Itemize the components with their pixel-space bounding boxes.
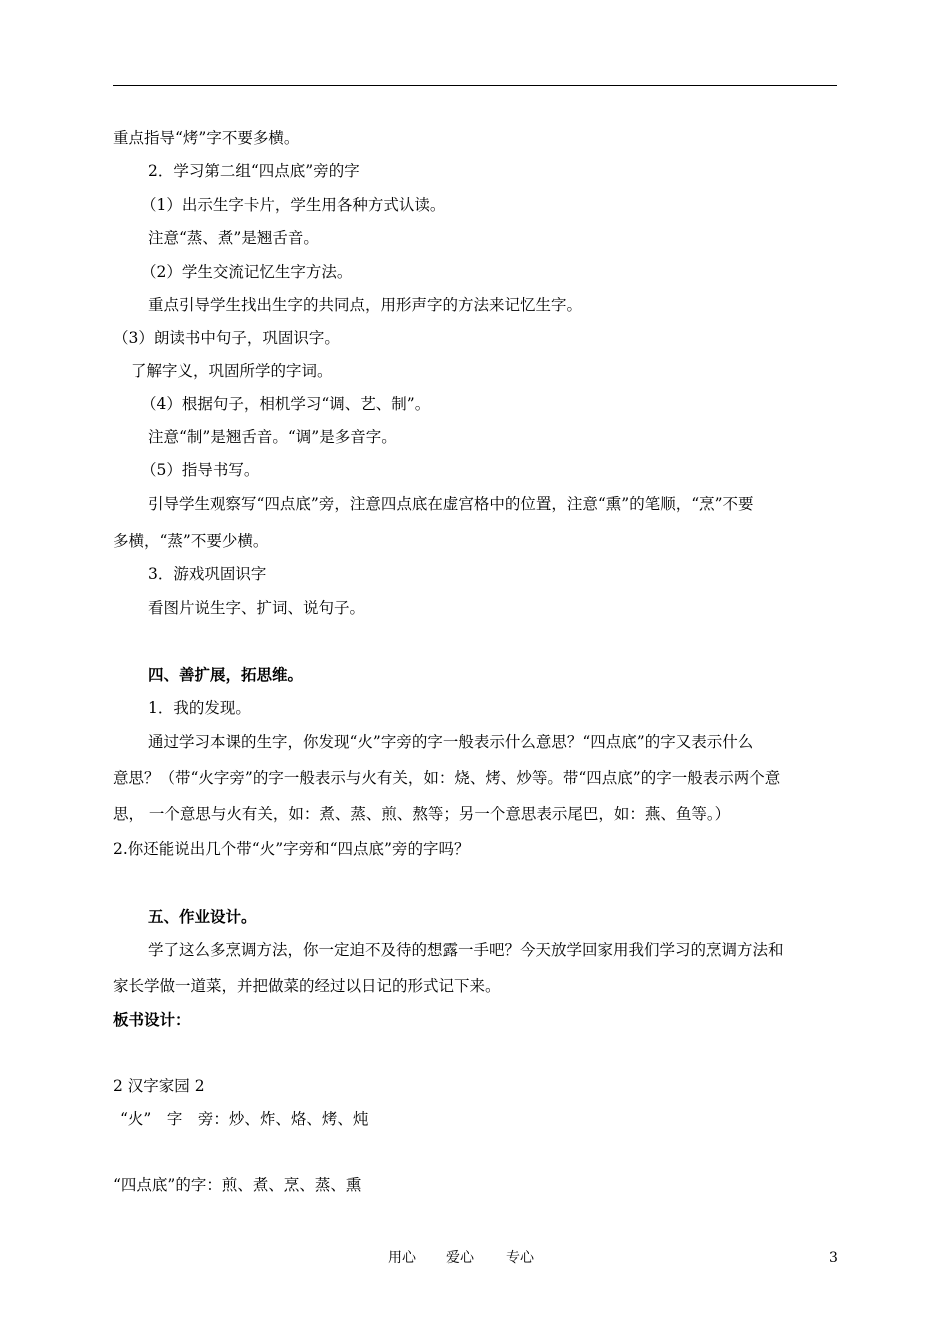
text-line: 2.你还能说出几个带“火”字旁和“四点底”旁的字吗？	[113, 840, 470, 858]
board-title: 2 汉字家园 2	[113, 1077, 205, 1095]
text-line: 1．我的发现。	[148, 699, 251, 717]
text-line: 思， 一个意思与火有关，如：煮、蒸、煎、熬等；另一个意思表示尾巴，如：燕、鱼等。）	[113, 805, 731, 823]
header-rule	[113, 85, 837, 86]
board-design-heading: 板书设计：	[113, 1010, 191, 1029]
text-line: 意思？（带“火字旁”的字一般表示与火有关，如：烧、烤、炒等。带“四点底”的字一般表示两个意	[113, 769, 781, 787]
section-heading: 四、善扩展，拓思维。	[148, 665, 304, 684]
text-line: 注意“制”是翘舌音。“调”是多音字。	[148, 428, 397, 446]
text-line: 学了这么多烹调方法，你一定迫不及待的想露一手吧？今天放学回家用我们学习的烹调方法和	[148, 941, 784, 959]
section-heading: 五、作业设计。	[148, 907, 257, 926]
page-number: 3	[829, 1250, 838, 1266]
footer-text: 用心	[388, 1250, 416, 1266]
text-line: （5）指导书写。	[141, 461, 260, 479]
text-line: 2．学习第二组“四点底”旁的字	[148, 162, 360, 180]
board-line: “火” 字 旁：炒、炸、烙、烤、炖	[120, 1110, 369, 1128]
text-line: 家长学做一道菜，并把做菜的经过以日记的形式记下来。	[113, 977, 501, 995]
text-line: 注意“蒸、煮”是翘舌音。	[148, 229, 319, 247]
text-line: （4）根据句子，相机学习“调、艺、制”。	[141, 395, 431, 413]
text-line: 引导学生观察写“四点底”旁，注意四点底在虚宫格中的位置，注意“熏”的笔顺，“烹”不要	[148, 495, 754, 513]
footer-text: 爱心	[446, 1250, 474, 1266]
text-line: 看图片说生字、扩词、说句子。	[148, 599, 366, 617]
text-line: 3．游戏巩固识字	[148, 565, 267, 583]
text-line: 通过学习本课的生字，你发现“火”字旁的字一般表示什么意思？“四点底”的字又表示什么	[148, 733, 754, 751]
text-line: 了解字义，巩固所学的字词。	[131, 362, 333, 380]
footer-text: 专心	[506, 1250, 534, 1266]
text-line: （1）出示生字卡片，学生用各种方式认读。	[141, 196, 446, 214]
text-line: 多横，“蒸”不要少横。	[113, 532, 269, 550]
text-line: （3）朗读书中句子，巩固识字。	[113, 329, 340, 347]
text-line: 重点引导学生找出生字的共同点，用形声字的方法来记忆生字。	[148, 296, 583, 314]
text-line: 重点指导“烤”字不要多横。	[113, 129, 300, 147]
text-line: （2）学生交流记忆生字方法。	[141, 263, 353, 281]
board-line: “四点底”的字：煎、煮、烹、蒸、熏	[113, 1176, 362, 1194]
